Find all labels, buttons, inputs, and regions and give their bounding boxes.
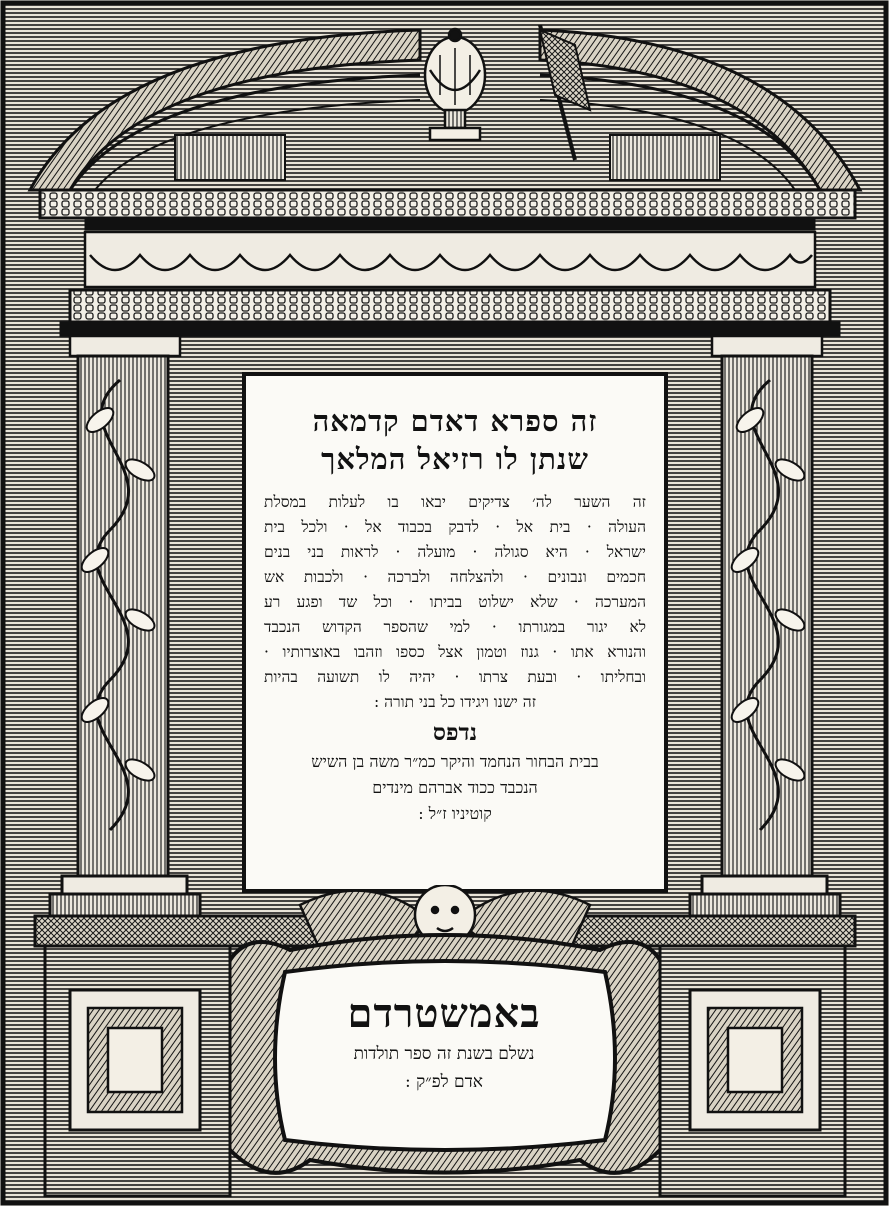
book-title-line-1: זה ספרא דאדם קדמאה	[312, 404, 598, 438]
printer-line: בבית הבחור הנחמד והיקר כמ״ר משה בן השיש	[311, 752, 599, 771]
description-line: לא יגור במגורתו · למי שהספר הקדוש הנכבד	[264, 618, 646, 636]
colophon-line: נשלם בשנת זה ספר תולדות	[353, 1044, 535, 1064]
colophon-line: אדם לפ״ק :	[405, 1072, 483, 1092]
printer-line: קוטיניו ז״ל :	[418, 804, 492, 823]
description-line: והנורא אתו · גנוז וטמון אצל כספו וזהבו באוצרותיו ·	[264, 643, 646, 661]
description-line: ובחליתו · ובעת צרתו · יהיה לו תשועה בהיות	[264, 668, 646, 686]
description-line: המערכה · שלא ישלוט בביתו · וכל שד ופגע רע	[264, 593, 646, 611]
left-plinth	[45, 946, 230, 1196]
printed-label: נדפס	[432, 719, 478, 746]
description-line: זה השער לה׳ צדיקים יבאו בו לעלות במסלת	[264, 493, 646, 511]
right-plinth	[660, 946, 845, 1196]
city-name: באמשטרדם	[347, 990, 541, 1037]
description-line: ישראל · היא סגולה · מועלה · לראות בני בנים	[264, 543, 646, 561]
title-panel	[250, 380, 660, 885]
description-line: זה ישנו ויגידו כל בני תורה :	[373, 693, 537, 711]
description-line: העולה · בית אל · לדבק בכבוד אל · ולכל בית	[264, 518, 646, 536]
book-title-line-2: שנתן לו רזיאל המלאך	[321, 442, 589, 476]
description-line: חכמים ונבונים · ולהצלחה ולברכה · ולכבות אש	[264, 568, 646, 586]
imprint-cartouche	[285, 968, 603, 1138]
printer-line: הנכבד ככוד אברהם מינדים	[372, 778, 538, 797]
cornice	[40, 190, 855, 336]
description-text	[264, 490, 646, 715]
